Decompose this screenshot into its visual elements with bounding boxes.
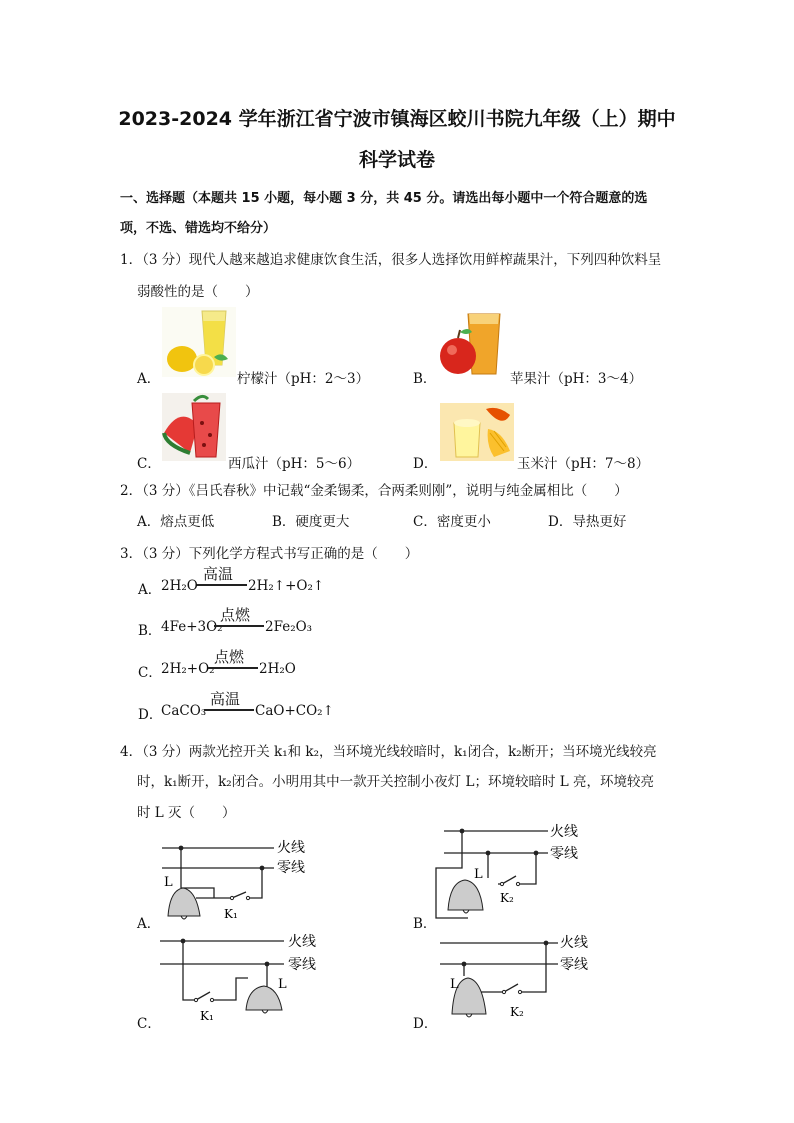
q3-option-a-products: 2H₂↑+O₂↑ [248, 578, 325, 594]
q3-option-d-products: CaO+CO₂↑ [255, 703, 334, 719]
q3-option-a-reactants: 2H₂O [161, 578, 198, 594]
live-wire-label-d: 火线 [560, 935, 588, 951]
q3-option-b-condition: 点燃 [220, 606, 251, 624]
section-heading-cont: 项，不选、错选均不给分） [120, 221, 277, 236]
q3-option-b-equals [214, 625, 264, 627]
q4-option-a-letter: A． [137, 916, 161, 932]
q3-option-b-products: 2Fe₂O₃ [265, 619, 313, 635]
lamp-label-a: L [164, 875, 173, 890]
neutral-wire-label-c: 零线 [288, 957, 316, 973]
q3-option-a-letter: A． [138, 582, 162, 598]
q3-option-c-condition: 点燃 [214, 648, 245, 666]
exam-title-line2: 科学试卷 [358, 149, 435, 171]
lamp-label-b: L [474, 867, 483, 882]
q3-option-a-equals [197, 584, 247, 586]
live-wire-label-b: 火线 [550, 824, 578, 840]
q2-option-b: B．硬度更大 [272, 514, 350, 530]
q1-option-a-text: 柠檬汁（pH：2～3） [237, 371, 370, 387]
q3-option-d-reactants: CaCO₃ [161, 703, 207, 719]
q1-option-b-letter: B． [413, 371, 437, 387]
switch-label-c: K₁ [200, 1009, 214, 1023]
lemon-juice-image [162, 307, 236, 377]
q1-option-b-text: 苹果汁（pH：3～4） [510, 371, 643, 387]
q4-option-d-letter: D． [413, 1016, 438, 1032]
neutral-wire-label-b: 零线 [550, 846, 578, 862]
lamp-label-c: L [278, 977, 287, 992]
q3-option-a-condition: 高温 [203, 565, 234, 583]
q1-option-a-letter: A． [137, 371, 161, 387]
q1-stem-cont: 弱酸性的是（ ） [137, 284, 259, 300]
switch-label-a: K₁ [224, 907, 238, 921]
live-wire-label-c: 火线 [288, 934, 316, 950]
q2-option-d: D．导热更好 [548, 514, 627, 530]
q3-option-c-reactants: 2H₂+O₂ [161, 661, 215, 677]
q3-option-c-equals [208, 667, 258, 669]
q3-option-d-letter: D． [138, 707, 163, 723]
apple-juice-image [438, 310, 508, 378]
q4-stem-cont2: 时 L 灭（ ） [137, 805, 236, 821]
neutral-wire-label-d: 零线 [560, 957, 588, 973]
q3-option-d-equals [204, 709, 254, 711]
section-heading: 一、选择题（本题共 15 小题，每小题 3 分，共 45 分。请选出每小题中一个符合题意的选 [120, 191, 648, 206]
q1-stem: 1．（3 分）现代人越来越追求健康饮食生活，很多人选择饮用鲜榨蔬果汁，下列四种饮料呈 [120, 252, 662, 268]
lamp-label-d: L [450, 977, 459, 992]
switch-label-d: K₂ [510, 1005, 524, 1019]
corn-juice-image [440, 403, 514, 461]
switch-label-b: K₂ [500, 891, 514, 905]
exam-title-line1: 2023-2024 学年浙江省宁波市镇海区蛟川书院九年级（上）期中 [118, 108, 676, 130]
q4-stem: 4．（3 分）两款光控开关 k₁和 k₂，当环境光线较暗时，k₁闭合，k₂断开；当环境光线较亮 [120, 744, 657, 760]
circuit-diagram-c [154, 930, 324, 1026]
circuit-diagram-a [150, 832, 320, 928]
q1-option-d-text: 玉米汁（pH：7～8） [517, 456, 650, 472]
q4-option-b-letter: B． [413, 916, 437, 932]
q1-option-d-letter: D． [413, 456, 438, 472]
circuit-diagram-b [428, 818, 598, 928]
live-wire-label-a: 火线 [277, 840, 305, 856]
q2-stem: 2．（3 分）《吕氏春秋》中记载“金柔锡柔，合两柔则刚”，说明与纯金属相比（ ） [120, 483, 628, 499]
q3-option-c-products: 2H₂O [259, 661, 296, 677]
q2-option-c: C．密度更小 [413, 514, 491, 530]
q4-stem-cont1: 时，k₁断开，k₂闭合。小明用其中一款开关控制小夜灯 L；环境较暗时 L 亮，环境较亮 [137, 774, 654, 790]
neutral-wire-label-a: 零线 [277, 860, 305, 876]
q1-option-c-letter: C． [137, 456, 161, 472]
q3-option-b-reactants: 4Fe+3O₂ [161, 619, 223, 635]
watermelon-juice-image [162, 393, 226, 461]
q3-option-d-condition: 高温 [210, 690, 241, 708]
q1-option-c-text: 西瓜汁（pH：5～6） [228, 456, 361, 472]
q4-option-c-letter: C． [137, 1016, 161, 1032]
q2-option-a: A．熔点更低 [137, 514, 215, 530]
q3-option-b-letter: B． [138, 623, 162, 639]
q3-option-c-letter: C． [138, 665, 162, 681]
circuit-diagram-d [434, 930, 604, 1026]
q3-stem: 3．（3 分）下列化学方程式书写正确的是（ ） [120, 546, 419, 562]
